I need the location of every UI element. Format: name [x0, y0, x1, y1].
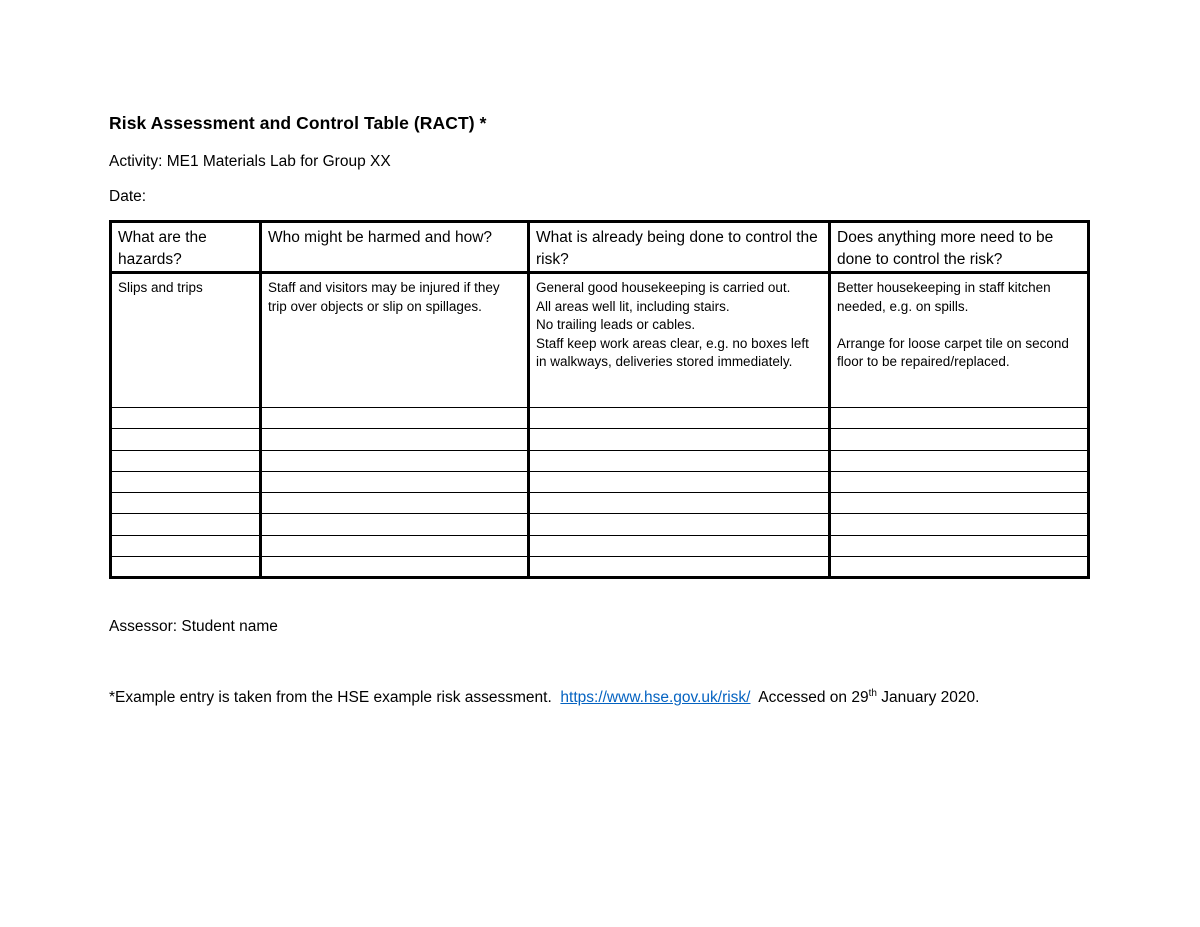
hse-risk-link[interactable]: https://www.hse.gov.uk/risk/ [560, 689, 751, 706]
header-further-action: Does anything more need to be done to control the risk? [830, 222, 1089, 273]
document-title: Risk Assessment and Control Table (RACT) * [109, 113, 487, 133]
cell-further-action-empty[interactable] [830, 471, 1089, 492]
table-row-blank [111, 429, 1089, 450]
table-row-blank [111, 557, 1089, 578]
table-header-row [111, 222, 1089, 273]
cell-current-controls-empty[interactable] [529, 514, 830, 535]
table-row-blank [111, 450, 1089, 471]
further-action-item: Arrange for loose carpet tile on second floor to be repaired/replaced. [837, 335, 1069, 369]
further-action-item: Better housekeeping in staff kitchen needed, e.g. on spills. [837, 280, 1051, 314]
cell-who-harmed-empty[interactable] [261, 557, 529, 578]
cell-further-action-empty[interactable] [830, 408, 1089, 429]
cell-current-controls-empty[interactable] [529, 429, 830, 450]
header-hazards: What are the hazards? [111, 222, 261, 273]
cell-hazard-empty[interactable] [111, 514, 261, 535]
table-row-example [111, 273, 1089, 408]
cell-hazard-empty[interactable] [111, 493, 261, 514]
cell-hazard-empty[interactable] [111, 408, 261, 429]
control-item: No trailing leads or cables. [536, 317, 696, 332]
cell-who-harmed-empty[interactable] [261, 535, 529, 556]
accessed-prefix: Accessed on 29 [758, 689, 869, 706]
cell-current-controls[interactable] [529, 273, 830, 408]
cell-who-harmed[interactable]: Staff and visitors may be injured if they trip over objects or slip on spillages. [261, 273, 529, 408]
table-row-blank [111, 408, 1089, 429]
cell-hazard[interactable]: Slips and trips [111, 273, 261, 408]
control-item: All areas well lit, including stairs. [536, 298, 730, 314]
cell-hazard-empty[interactable] [111, 535, 261, 556]
table-row-blank [111, 493, 1089, 514]
date-line: Date: [109, 188, 147, 205]
header-current-controls: What is already being done to control the risk? [529, 222, 830, 273]
assessor-line: Assessor: Student name [109, 618, 278, 635]
cell-further-action-empty[interactable] [830, 429, 1089, 450]
cell-who-harmed-empty[interactable] [261, 429, 529, 450]
cell-who-harmed-empty[interactable] [261, 493, 529, 514]
accessed-suffix: January 2020. [876, 689, 980, 706]
cell-current-controls-empty[interactable] [529, 450, 830, 471]
control-item: Staff keep work areas clear, e.g. no boxes left in walkways, deliveries stored immediately. [536, 335, 809, 369]
cell-who-harmed-empty[interactable] [261, 514, 529, 535]
cell-further-action-empty[interactable] [830, 450, 1089, 471]
cell-further-action-empty[interactable] [830, 514, 1089, 535]
risk-assessment-table [109, 220, 1090, 579]
cell-who-harmed-empty[interactable] [261, 450, 529, 471]
footnote [109, 689, 979, 707]
activity-line: Activity: ME1 Materials Lab for Group XX [109, 153, 391, 170]
control-item: General good housekeeping is carried out. [536, 280, 791, 295]
cell-further-action-empty[interactable] [830, 557, 1089, 578]
table-row-blank [111, 535, 1089, 556]
table-row-blank [111, 514, 1089, 535]
cell-further-action[interactable] [830, 273, 1089, 408]
cell-current-controls-empty[interactable] [529, 535, 830, 556]
cell-further-action-empty[interactable] [830, 493, 1089, 514]
cell-hazard-empty[interactable] [111, 429, 261, 450]
cell-who-harmed-empty[interactable] [261, 408, 529, 429]
cell-hazard-empty[interactable] [111, 450, 261, 471]
cell-current-controls-empty[interactable] [529, 493, 830, 514]
cell-hazard-empty[interactable] [111, 557, 261, 578]
footnote-text: *Example entry is taken from the HSE example risk assessment. [109, 689, 552, 706]
paragraph-gap [837, 316, 1081, 335]
accessed-superscript: th [868, 687, 877, 699]
header-who-harmed: Who might be harmed and how? [261, 222, 529, 273]
cell-current-controls-empty[interactable] [529, 471, 830, 492]
cell-further-action-empty[interactable] [830, 535, 1089, 556]
cell-current-controls-empty[interactable] [529, 557, 830, 578]
cell-who-harmed-empty[interactable] [261, 471, 529, 492]
cell-current-controls-empty[interactable] [529, 408, 830, 429]
table-row-blank [111, 471, 1089, 492]
cell-hazard-empty[interactable] [111, 471, 261, 492]
